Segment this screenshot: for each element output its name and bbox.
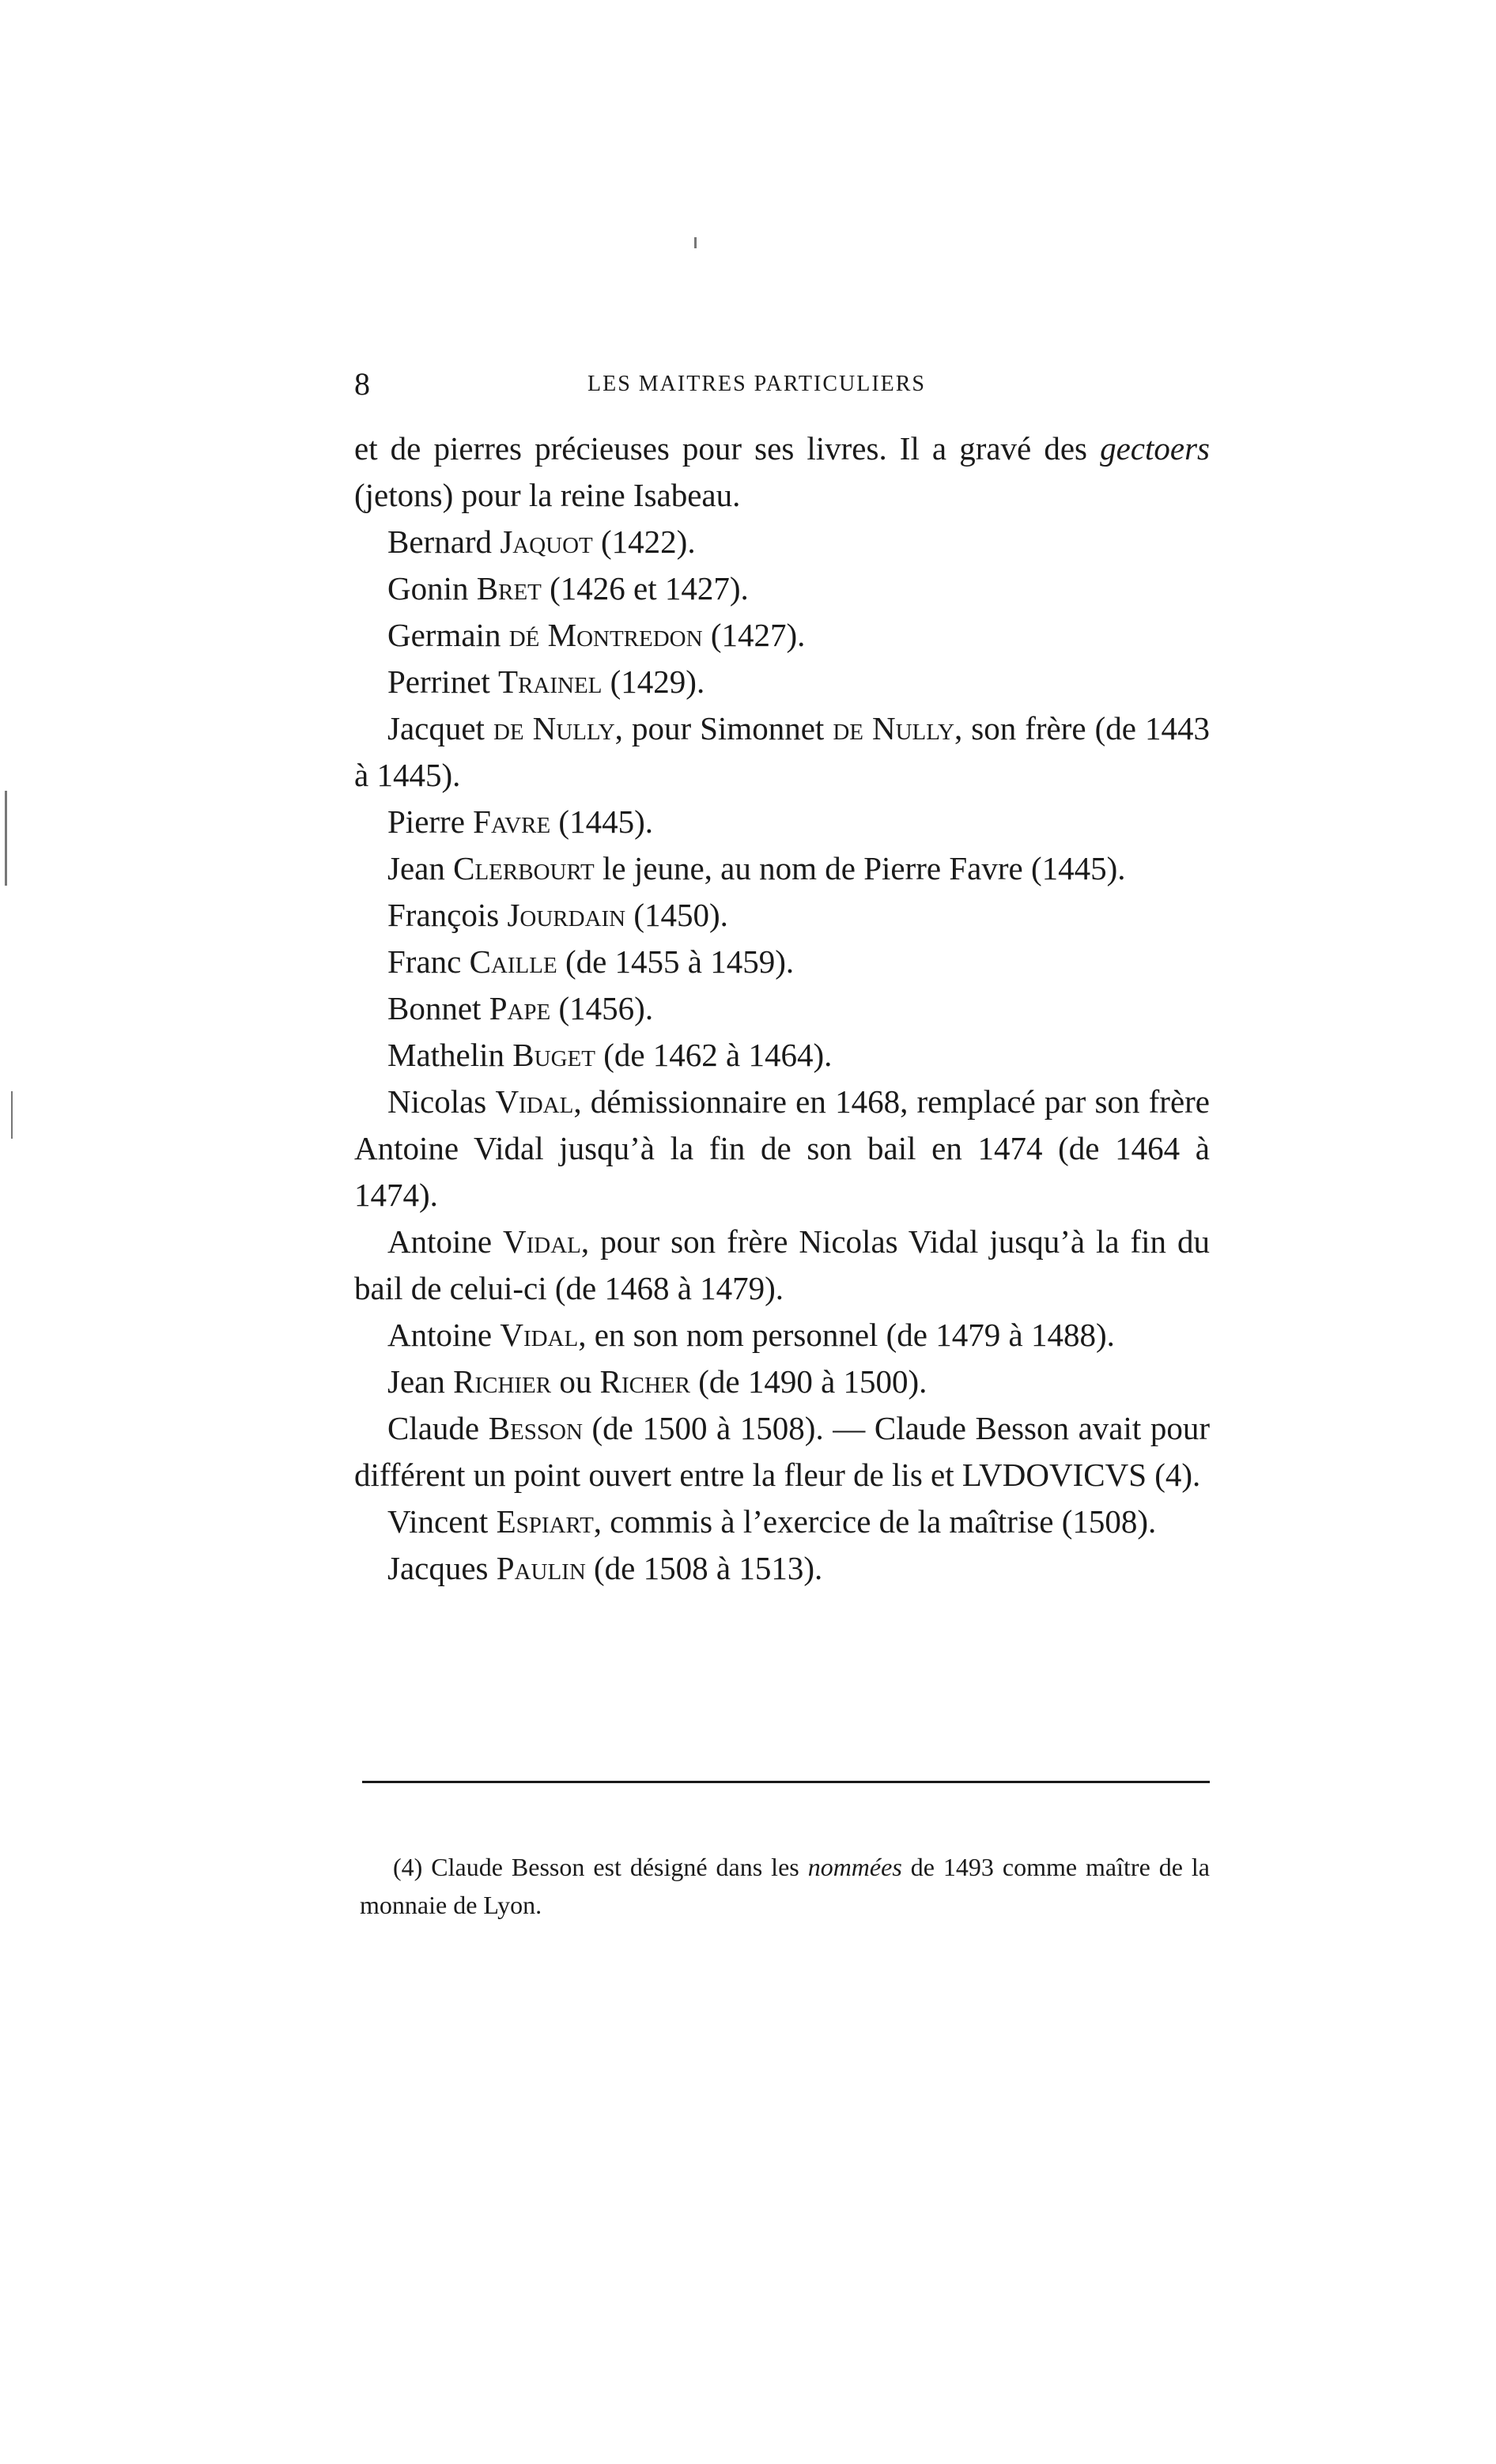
continued-paragraph xyxy=(354,425,1210,519)
running-head xyxy=(354,365,1216,405)
name-smallcaps: Buget xyxy=(512,1037,595,1073)
name-smallcaps: Caille xyxy=(469,943,557,980)
name-smallcaps: Paulin xyxy=(496,1550,586,1586)
text-run: ou xyxy=(551,1363,600,1400)
name-smallcaps: Jaquot xyxy=(500,523,593,560)
list-item xyxy=(354,845,1210,892)
text-run: (1427). xyxy=(702,617,806,653)
text-run: (de 1500 à 1508). — Claude Besson avait pour différent un point ouvert entre la fleur de lis et LVDOVICVS (4). xyxy=(354,1410,1210,1493)
text-run: , pour son frère Nicolas Vidal jusqu’à la fin du bail de celui-ci (de 1468 à 1479). xyxy=(354,1223,1210,1306)
text-run: Antoine xyxy=(387,1223,504,1260)
text-run: le jeune, au nom de Pierre Favre (1445). xyxy=(594,850,1126,886)
name-smallcaps: Pape xyxy=(489,990,551,1026)
name-smallcaps: Jourdain xyxy=(507,897,626,933)
name-smallcaps: Richer xyxy=(599,1363,690,1400)
name-smallcaps: Bret xyxy=(476,570,542,607)
text-run: , son frère (de 1443 à 1445). xyxy=(354,710,1210,793)
text-run: Jean xyxy=(387,1363,454,1400)
name-smallcaps: Vidal xyxy=(503,1223,581,1260)
text-run: Gonin xyxy=(387,570,477,607)
name-smallcaps: Espiart xyxy=(496,1503,594,1540)
name-smallcaps: Vidal xyxy=(500,1317,579,1353)
list-item xyxy=(354,519,1210,565)
text-run: Pierre xyxy=(387,803,474,840)
list-item xyxy=(354,892,1210,939)
text-run: (1456). xyxy=(550,990,654,1026)
name-smallcaps: de Nully xyxy=(833,710,955,746)
name-smallcaps: Vidal xyxy=(495,1083,574,1120)
text-run: (de 1462 à 1464). xyxy=(595,1037,833,1073)
text-run: (de 1490 à 1500). xyxy=(689,1363,927,1400)
scan-edge-mark xyxy=(11,1091,13,1139)
body-text xyxy=(354,425,1210,1592)
text-run: Claude xyxy=(387,1410,489,1446)
list-item xyxy=(354,659,1210,705)
list-item xyxy=(354,1359,1210,1405)
italic-term: gectoers xyxy=(1100,430,1210,467)
name-smallcaps: Favre xyxy=(473,803,551,840)
page-number: 8 xyxy=(354,366,370,402)
text-run: (1422). xyxy=(592,523,696,560)
text-run: (1426 et 1427). xyxy=(541,570,749,607)
scan-speck xyxy=(694,237,697,248)
text-run: (4) Claude Besson est désigné dans les xyxy=(393,1853,808,1881)
list-item xyxy=(354,565,1210,612)
list-item xyxy=(354,1312,1210,1359)
list-item xyxy=(354,1079,1210,1219)
text-run: François xyxy=(387,897,508,933)
footnote-rule xyxy=(362,1781,1210,1783)
name-smallcaps: Richier xyxy=(453,1363,552,1400)
text-run: , pour Simonnet xyxy=(614,710,833,746)
list-item xyxy=(354,1498,1210,1545)
list-item xyxy=(354,1219,1210,1312)
list-item xyxy=(354,799,1210,845)
text-run: , démissionnaire en 1468, remplacé par son frère Antoine Vidal jusqu’à la fin de son bail en 1474 (de 1464 à 1474). xyxy=(354,1083,1210,1213)
list-item xyxy=(354,985,1210,1032)
text-run: Jean xyxy=(387,850,454,886)
list-item xyxy=(354,705,1210,799)
text-run: (1445). xyxy=(550,803,653,840)
scan-edge-mark xyxy=(5,791,7,886)
running-title: LES MAITRES PARTICULIERS xyxy=(587,372,926,396)
text-run: , en son nom personnel (de 1479 à 1488). xyxy=(578,1317,1115,1353)
text-run: de 1493 comme maître de la monnaie de Lyon. xyxy=(360,1853,1210,1919)
list-item xyxy=(354,612,1210,659)
text-run: (de 1508 à 1513). xyxy=(585,1550,823,1586)
footnote xyxy=(360,1848,1210,1924)
text-run: (de 1455 à 1459). xyxy=(557,943,795,980)
text-run: (1429). xyxy=(602,663,705,700)
text-run: Bonnet xyxy=(387,990,489,1026)
text-run: Mathelin xyxy=(387,1037,513,1073)
text-run: Antoine xyxy=(387,1317,501,1353)
list-item xyxy=(354,1405,1210,1498)
name-smallcaps: Trainel xyxy=(498,663,603,700)
text-run: Germain xyxy=(387,617,509,653)
name-smallcaps: Clerbourt xyxy=(453,850,595,886)
list-item xyxy=(354,1545,1210,1592)
text-run: Vincent xyxy=(387,1503,497,1540)
text-run: (1450). xyxy=(625,897,728,933)
text-run: Franc xyxy=(387,943,470,980)
italic-term: nommées xyxy=(807,1853,902,1881)
list-item xyxy=(354,939,1210,985)
text-run: Perrinet xyxy=(387,663,499,700)
name-smallcaps: Besson xyxy=(488,1410,583,1446)
text-run: Jacquet xyxy=(387,710,493,746)
text-run: (jetons) pour la reine Isabeau. xyxy=(354,477,741,513)
text-run: , commis à l’exercice de la maîtrise (1508). xyxy=(593,1503,1157,1540)
text-run: Jacques xyxy=(387,1550,497,1586)
text-run: et de pierres précieuses pour ses livres. Il a gravé des xyxy=(354,430,1101,467)
text-run: Bernard xyxy=(387,523,501,560)
text-run: Nicolas xyxy=(387,1083,496,1120)
list-item xyxy=(354,1032,1210,1079)
name-smallcaps: de Nully xyxy=(493,710,615,746)
name-smallcaps: dé Montredon xyxy=(508,617,703,653)
